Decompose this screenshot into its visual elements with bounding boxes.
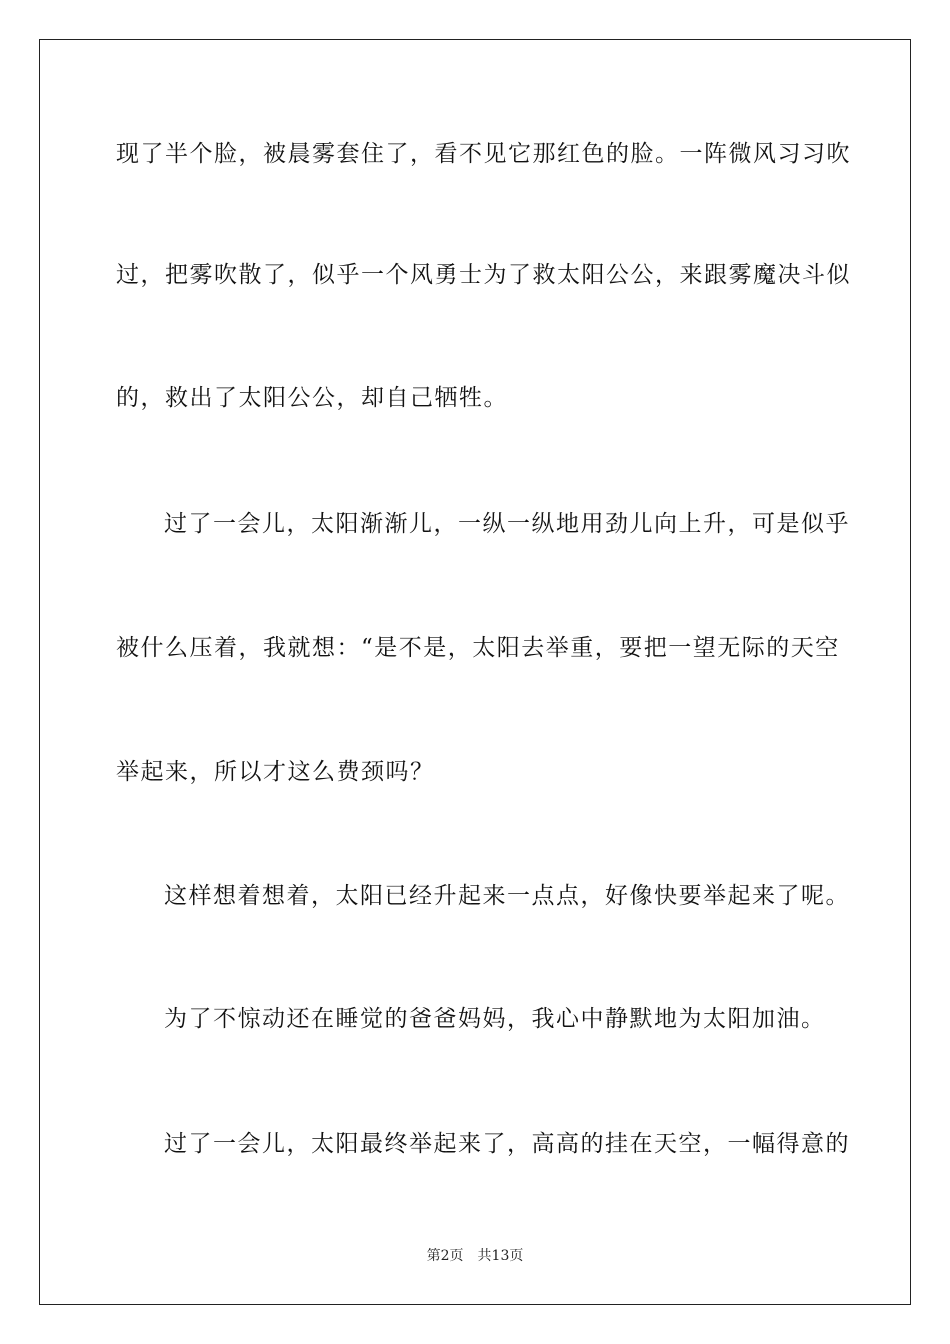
- page-number: 第2页: [426, 1248, 464, 1264]
- text-line-4: 过了一会儿，太阳渐渐儿，一纵一纵地用劲儿向上升，可是似乎: [164, 511, 850, 537]
- text-line-6: 举起来，所以才这么费颈吗？: [116, 759, 435, 785]
- text-line-5: 被什么压着，我就想：“是不是，太阳去举重，要把一望无际的天空: [116, 635, 840, 661]
- text-line-3: 的，救出了太阳公公，却自己牺牲。: [116, 385, 508, 411]
- text-line-9: 过了一会儿，太阳最终举起来了，高高的挂在天空，一幅得意的: [164, 1131, 850, 1157]
- text-line-7: 这样想着想着，太阳已经升起来一点点，好像快要举起来了呢。: [164, 883, 850, 909]
- text-line-8: 为了不惊动还在睡觉的爸爸妈妈，我心中静默地为太阳加油。: [164, 1006, 826, 1032]
- page-border: [39, 39, 911, 1305]
- text-line-1: 现了半个脸，被晨雾套住了，看不见它那红色的脸。一阵微风习习吹: [116, 141, 851, 167]
- page-footer: [0, 1247, 950, 1265]
- page-total: 共13页: [477, 1248, 524, 1264]
- text-line-2: 过，把雾吹散了，似乎一个风勇士为了救太阳公公，来跟雾魔决斗似: [116, 262, 851, 288]
